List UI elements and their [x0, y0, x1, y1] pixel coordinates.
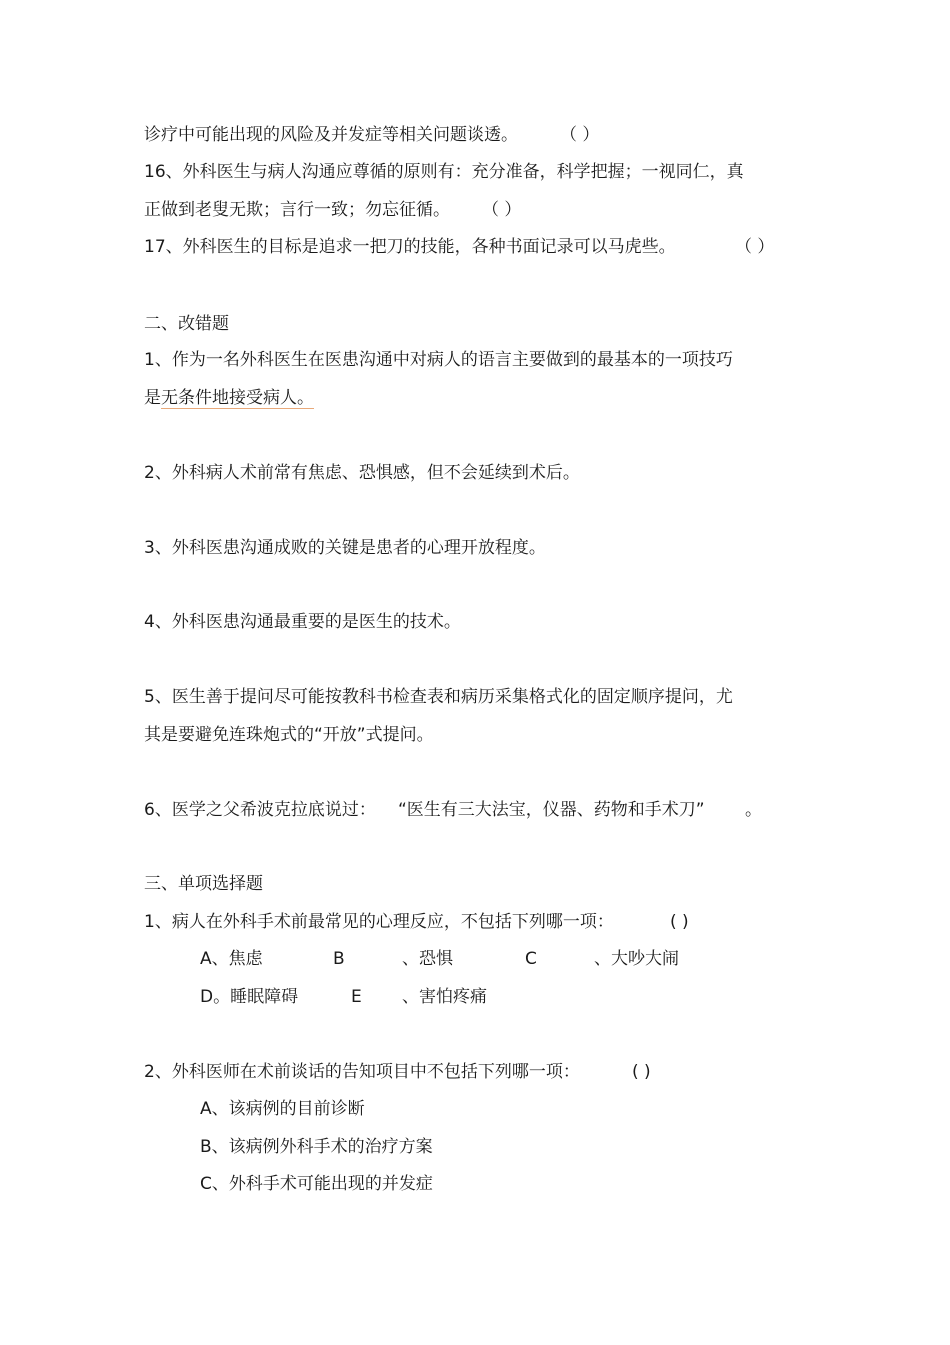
p2-q1-head: 是	[144, 388, 161, 408]
p3-q1-option-b-letter: B	[333, 949, 345, 969]
p3-q1-option-e-letter: E	[351, 987, 362, 1007]
q16-answer-blank: （ ）	[482, 200, 522, 220]
p3-q1-option-a: A、焦虑	[200, 949, 263, 969]
p3-q1-option-d: D。睡眠障碍	[200, 987, 299, 1007]
q16-line-2: 正做到老叟无欺；言行一致；勿忘征循。	[144, 200, 450, 220]
p3-q1-answer-blank: ( )	[670, 912, 689, 932]
q17-answer-blank: （ ）	[735, 237, 775, 257]
q15-tail: 诊疗中可能出现的风险及并发症等相关问题谈透。	[144, 125, 518, 145]
p3-q2-option-c: C、外科手术可能出现的并发症	[200, 1174, 433, 1194]
p3-q1: 1、病人在外科手术前最常见的心理反应，不包括下列哪一项：	[144, 912, 614, 932]
q16-line-1: 16、外科医生与病人沟通应尊循的原则有：充分准备，科学把握；一视同仁，真	[144, 162, 744, 182]
p3-q2-answer-blank: ( )	[632, 1062, 651, 1082]
p2-q5-line-2: 其是要避免连珠炮式的“开放”式提问。	[144, 725, 434, 745]
p2-q4: 4、外科医患沟通最重要的是医生的技术。	[144, 612, 461, 632]
q17: 17、外科医生的目标是追求一把刀的技能，各种书面记录可以马虎些。	[144, 237, 676, 257]
p2-q3: 3、外科医患沟通成败的关键是患者的心理开放程度。	[144, 538, 546, 558]
p3-q2-option-b: B、该病例外科手术的治疗方案	[200, 1137, 433, 1157]
section-3-heading: 三、单项选择题	[144, 874, 263, 894]
p2-q1-line-1: 1、作为一名外科医生在医患沟通中对病人的语言主要做到的最基本的一项技巧	[144, 350, 733, 370]
p3-q2-option-a: A、该病例的目前诊断	[200, 1099, 365, 1119]
p2-q6-quote: “医生有三大法宝，仪器、药物和手术刀”	[398, 800, 705, 820]
p3-q1-option-c-letter: C	[525, 949, 537, 969]
p2-q1-line-2	[144, 387, 314, 409]
p3-q1-option-e-text: 、害怕疼痛	[402, 987, 487, 1007]
p3-q1-option-b-text: 、恐惧	[402, 949, 453, 969]
p2-q2: 2、外科病人术前常有焦虑、恐惧感，但不会延续到术后。	[144, 463, 580, 483]
q15-answer-blank: （ ）	[560, 125, 600, 145]
p3-q1-option-c-text: 、大吵大闹	[594, 949, 679, 969]
p2-q6-part-a: 6、医学之父希波克拉底说过：	[144, 800, 376, 820]
p2-q5-line-1: 5、医生善于提问尽可能按教科书检查表和病历采集格式化的固定顺序提问，尤	[144, 687, 733, 707]
section-2-heading: 二、改错题	[144, 314, 229, 334]
p2-q1-underlined-text: 无条件地接受病人。	[161, 388, 314, 408]
p2-q6-period: 。	[745, 800, 762, 820]
p3-q2: 2、外科医师在术前谈话的告知项目中不包括下列哪一项：	[144, 1062, 580, 1082]
